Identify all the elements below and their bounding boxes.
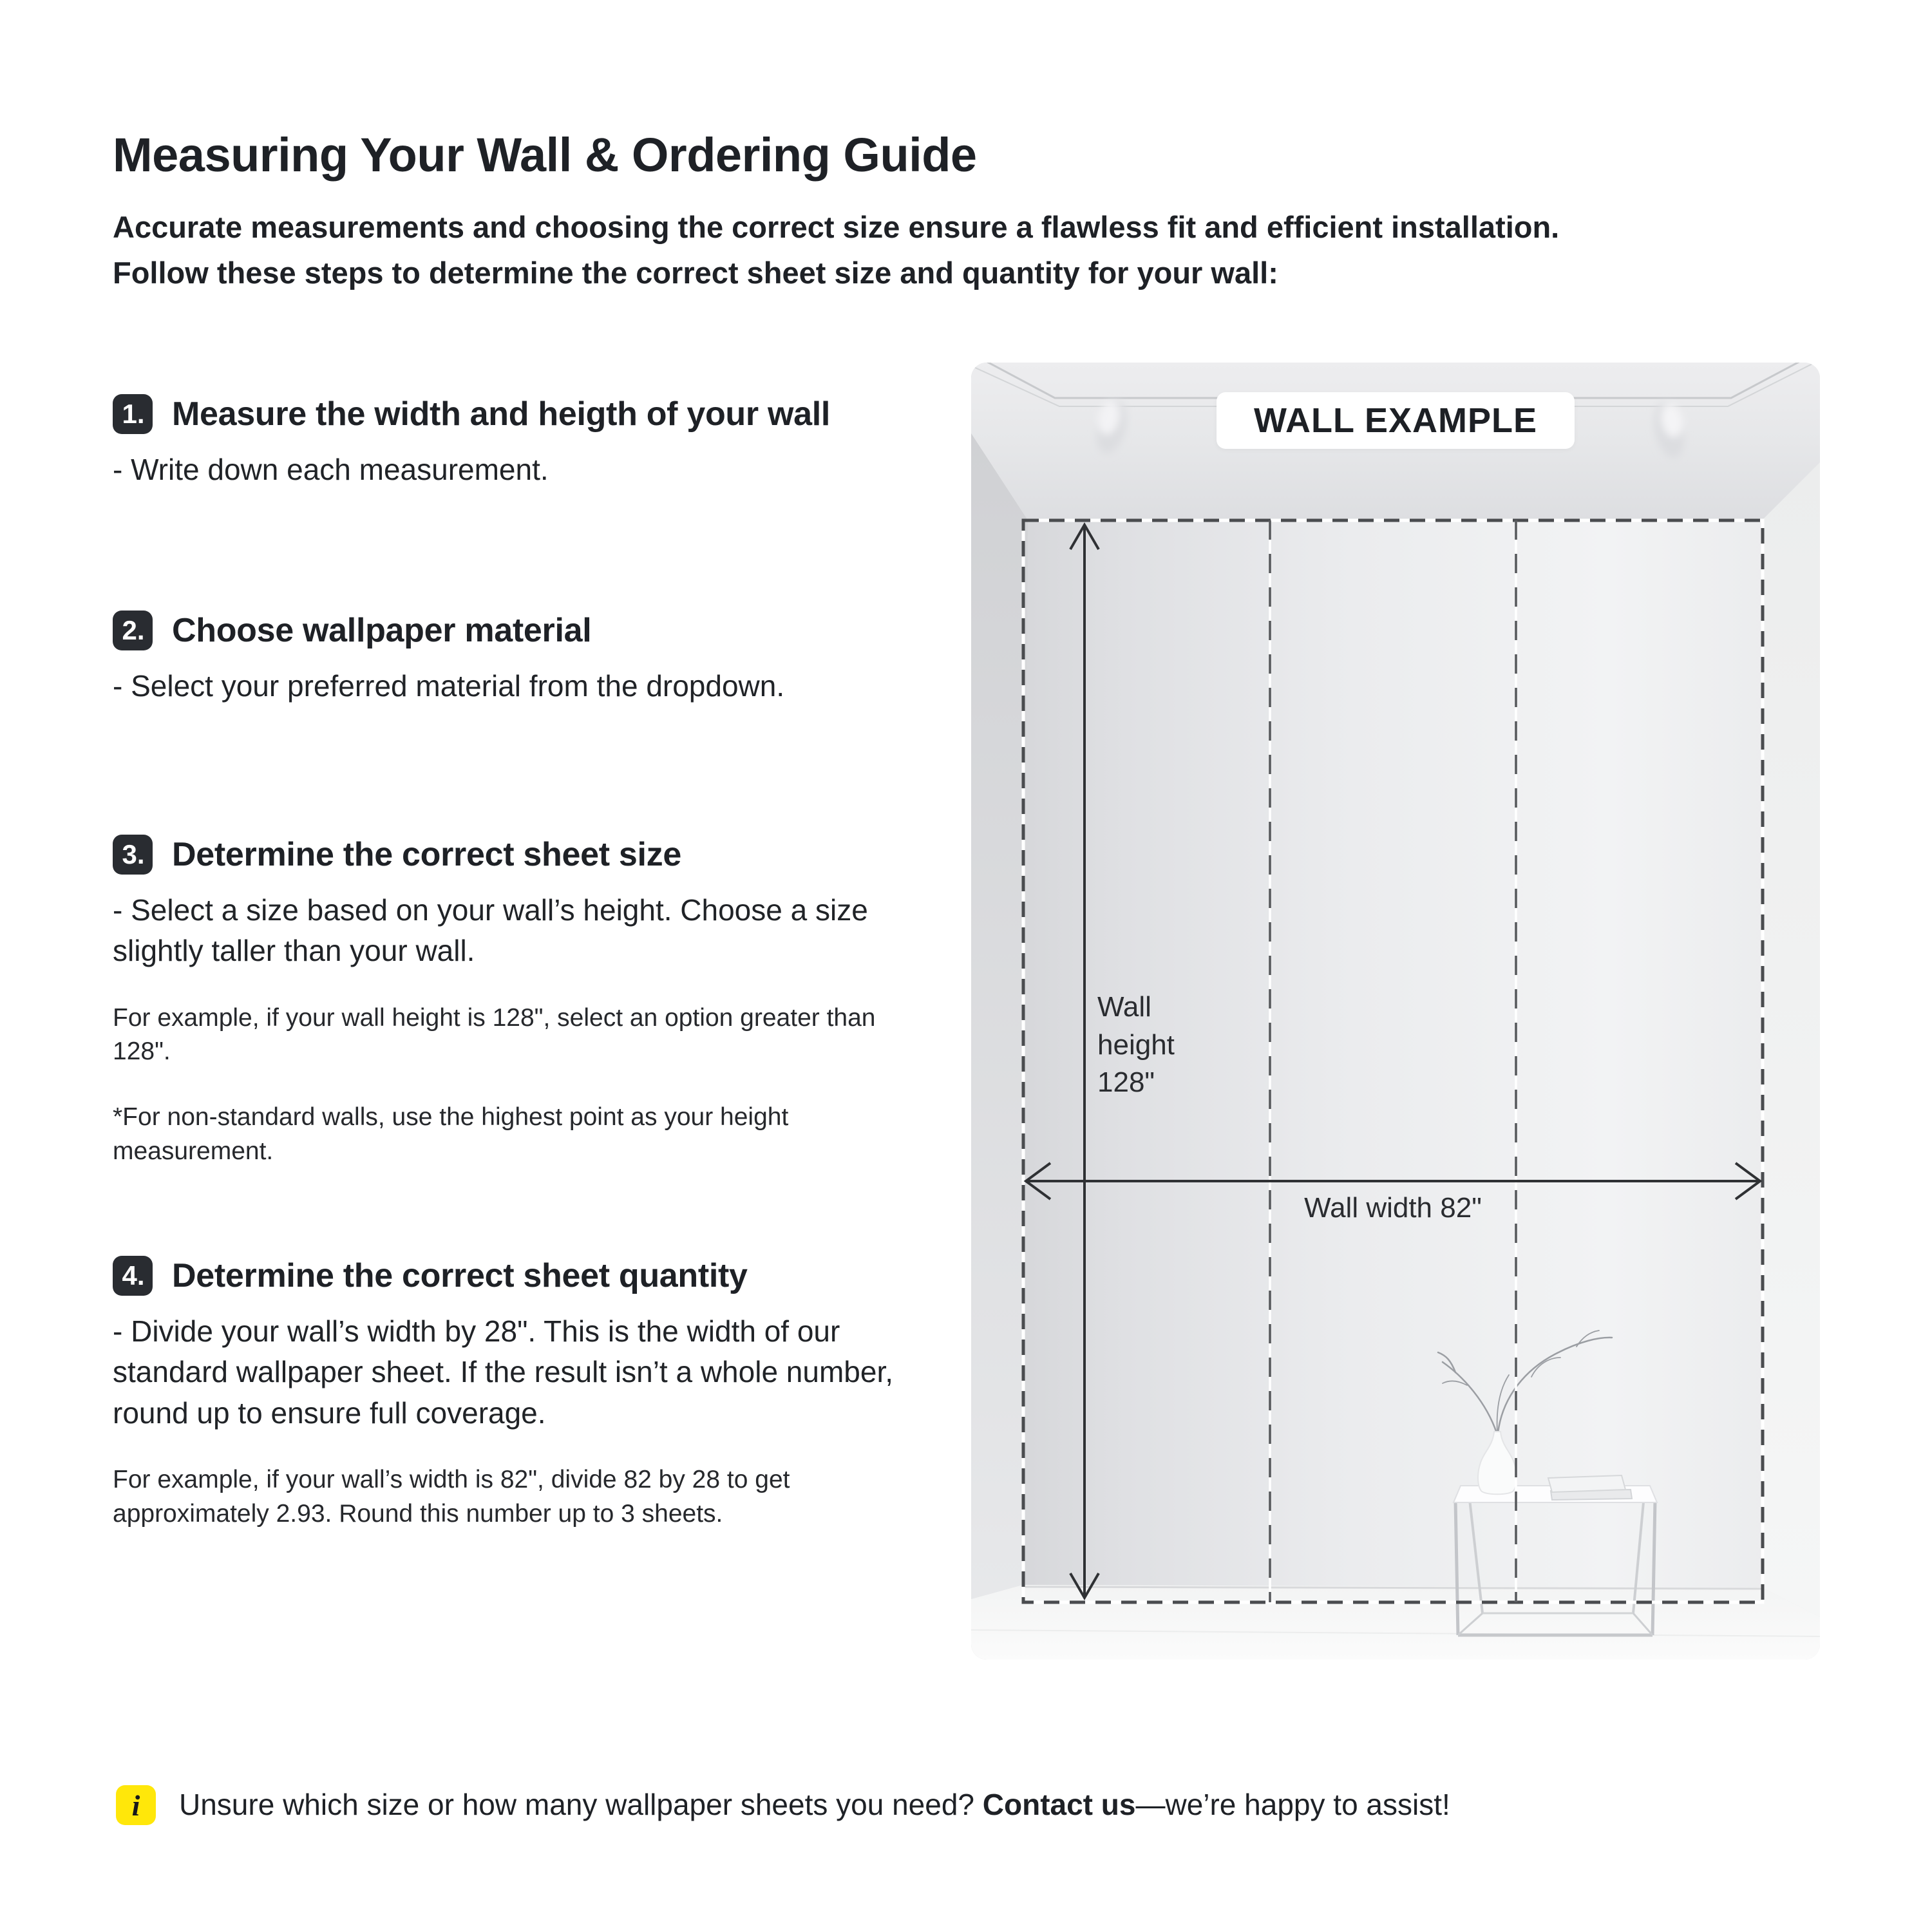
- step-3-heading: [113, 835, 918, 875]
- step-3-body: - Select a size based on your wall’s height. Choose a size slightly taller than your wall.: [113, 893, 868, 968]
- step-4-body: - Divide your wall’s width by 28". This is the width of our standard wallpaper sheet. If the result isn’t a whole number, round up to ensure full coverage.: [113, 1314, 894, 1430]
- step-2-title: Choose wallpaper material: [172, 612, 592, 649]
- step-3-section: [113, 835, 918, 1193]
- right-wall: [1762, 462, 1820, 1617]
- left-wall: [971, 433, 1028, 1599]
- books: [1548, 1475, 1632, 1500]
- contact-us-link[interactable]: Contact us: [982, 1788, 1136, 1822]
- assistance-text-before: Unsure which size or how many wallpaper sheets you need?: [179, 1788, 983, 1822]
- step-2-body: - Select your preferred material from the dropdown.: [113, 669, 785, 703]
- wall-height-label: Wall height 128": [1097, 991, 1175, 1099]
- step-4-number-badge: 4.: [113, 1256, 153, 1296]
- intro-paragraph: [113, 205, 1877, 296]
- step-3-example: For example, if your wall height is 128", select an option greater than 128".: [113, 1003, 876, 1066]
- step-3-number-badge: 3.: [113, 835, 153, 875]
- info-icon: i: [116, 1785, 156, 1825]
- wall-width-label: Wall width 82": [1304, 1192, 1482, 1224]
- page-title: Measuring Your Wall & Ordering Guide: [113, 128, 977, 182]
- step-1-section: [113, 394, 830, 520]
- step-1-heading: [113, 394, 830, 434]
- wall-example-badge: WALL EXAMPLE: [1217, 392, 1575, 449]
- wall-example-figure: [971, 363, 1820, 1660]
- step-3-note: *For non-standard walls, use the highest point as your height measurement.: [113, 1103, 789, 1165]
- step-4-heading: [113, 1256, 950, 1296]
- step-4-section: [113, 1256, 950, 1556]
- assistance-text-after: —we’re happy to assist!: [1135, 1788, 1450, 1822]
- assistance-text: [179, 1786, 1450, 1824]
- assistance-note: [116, 1785, 1450, 1825]
- intro-line-2: Follow these steps to determine the correct sheet size and quantity for your wall:: [113, 255, 1278, 290]
- step-4-example: For example, if your wall’s width is 82", divide 82 by 28 to get approximately 2.93. Round this number up to 3 sheets.: [113, 1466, 790, 1528]
- intro-line-1: Accurate measurements and choosing the correct size ensure a flawless fit and efficient installation.: [113, 210, 1560, 244]
- step-3-title: Determine the correct sheet size: [172, 836, 681, 873]
- floor: [971, 1585, 1820, 1660]
- step-4-title: Determine the correct sheet quantity: [172, 1257, 748, 1294]
- step-1-number-badge: 1.: [113, 394, 153, 434]
- step-2-section: [113, 611, 784, 736]
- step-2-number-badge: 2.: [113, 611, 153, 650]
- step-1-body: - Write down each measurement.: [113, 453, 549, 486]
- step-1-title: Measure the width and heigth of your wall: [172, 395, 831, 433]
- step-2-heading: [113, 611, 784, 650]
